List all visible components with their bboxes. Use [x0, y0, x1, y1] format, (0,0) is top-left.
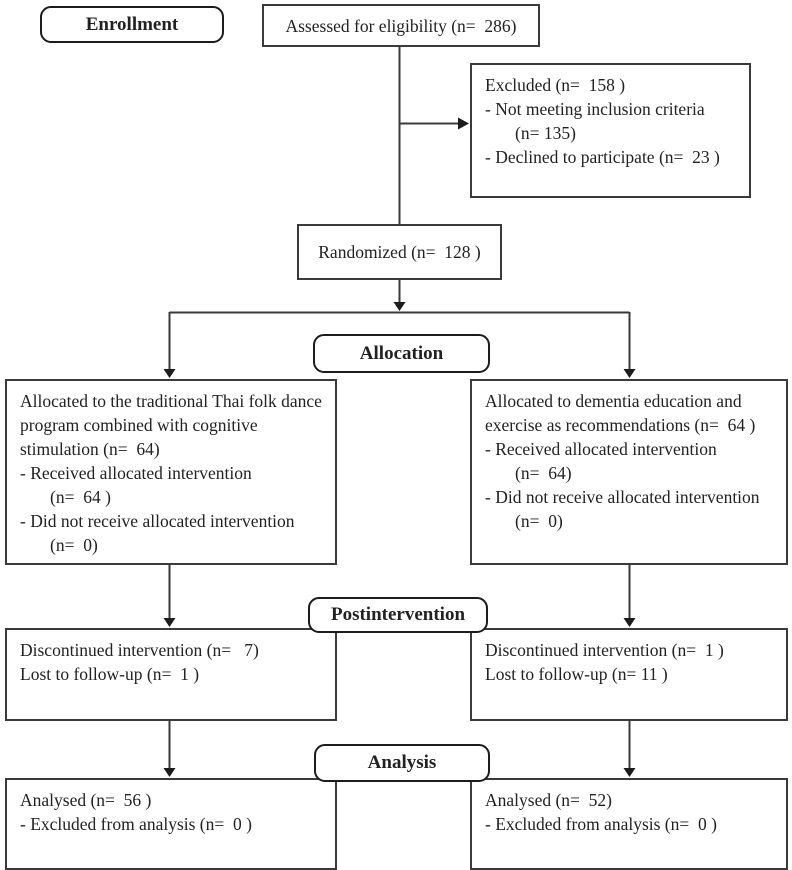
connector-allocation-to-postintervention-right: [624, 565, 636, 627]
connector-allocation-to-postintervention-left: [164, 565, 176, 627]
allocation-stage-box: [313, 334, 490, 373]
arrow-down-icon: [394, 302, 406, 311]
box-text-line: Analysed (n= 56 ): [20, 790, 152, 810]
box-text-line: Excluded (n= 158 ): [485, 75, 626, 95]
assessed-for-eligibility-text: Assessed for eligibility (n= 286): [285, 15, 517, 36]
box-text-line: Allocated to dementia education and exercise as recommendations (n= 64 ): [485, 391, 756, 435]
box-text-line: - Received allocated intervention: [485, 439, 717, 459]
arrow-down-icon: [164, 768, 176, 777]
randomized-box: [297, 224, 502, 280]
postintervention-left-box: [5, 628, 337, 721]
arrow-right-icon: [458, 118, 469, 130]
arrow-down-icon: [164, 369, 176, 378]
connector-branch-to-allocation-left: [164, 312, 176, 378]
box-text-line: - Received allocated intervention: [20, 463, 252, 483]
enrollment-stage-label: Enrollment: [85, 13, 179, 35]
box-text-line: (n= 0): [515, 511, 563, 531]
arrow-down-icon: [624, 369, 636, 378]
analysis-stage-label: Analysis: [367, 752, 437, 773]
box-text-line: - Did not receive allocated intervention: [20, 511, 295, 531]
arrow-down-icon: [624, 768, 636, 777]
postintervention-right-box: [470, 628, 788, 721]
box-text-line: (n= 64): [515, 463, 572, 483]
connector-assessed-to-excluded: [399, 118, 469, 130]
box-text-line: - Excluded from analysis (n= 0 ): [20, 814, 252, 834]
analysis-left-box: [5, 778, 337, 870]
box-text-line: Discontinued intervention (n= 1 ): [485, 640, 724, 660]
analysis-right-box: [470, 778, 788, 870]
randomized-text: Randomized (n= 128 ): [318, 242, 481, 262]
allocation-stage-label: Allocation: [359, 342, 444, 364]
box-text-line: (n= 135): [515, 123, 576, 143]
postintervention-stage-box: [308, 597, 488, 633]
box-text-line: Lost to follow-up (n= 1 ): [20, 664, 200, 684]
box-text-line: - Declined to participate (n= 23 ): [485, 147, 720, 167]
box-text-line: (n= 0): [50, 535, 98, 555]
arrow-down-icon: [164, 618, 176, 627]
box-text-line: Lost to follow-up (n= 11 ): [485, 664, 668, 684]
enrollment-stage-box: [40, 6, 224, 43]
excluded-box: [470, 63, 751, 198]
connector-postintervention-to-analysis-right: [624, 721, 636, 777]
box-text-line: Allocated to the traditional Thai folk dance program combined with cognitive stimulation (n= 64): [20, 391, 327, 459]
analysis-stage-box: [314, 744, 490, 782]
connector-randomized-to-branch: [170, 280, 630, 313]
box-text-line: Discontinued intervention (n= 7): [20, 640, 259, 660]
connector-postintervention-to-analysis-left: [164, 721, 176, 777]
arrow-down-icon: [624, 618, 636, 627]
assessed-for-eligibility-box: [262, 4, 540, 47]
box-text-line: - Did not receive allocated intervention: [485, 487, 760, 507]
box-text-line: (n= 64 ): [50, 487, 111, 507]
postintervention-stage-label: Postintervention: [330, 604, 466, 625]
box-text-line: - Not meeting inclusion criteria: [485, 99, 705, 119]
allocation-right-box: [470, 379, 788, 565]
connector-branch-to-allocation-right: [624, 312, 636, 378]
allocation-left-box: [5, 379, 337, 565]
box-text-line: Analysed (n= 52): [485, 790, 612, 810]
box-text-line: - Excluded from analysis (n= 0 ): [485, 814, 717, 834]
